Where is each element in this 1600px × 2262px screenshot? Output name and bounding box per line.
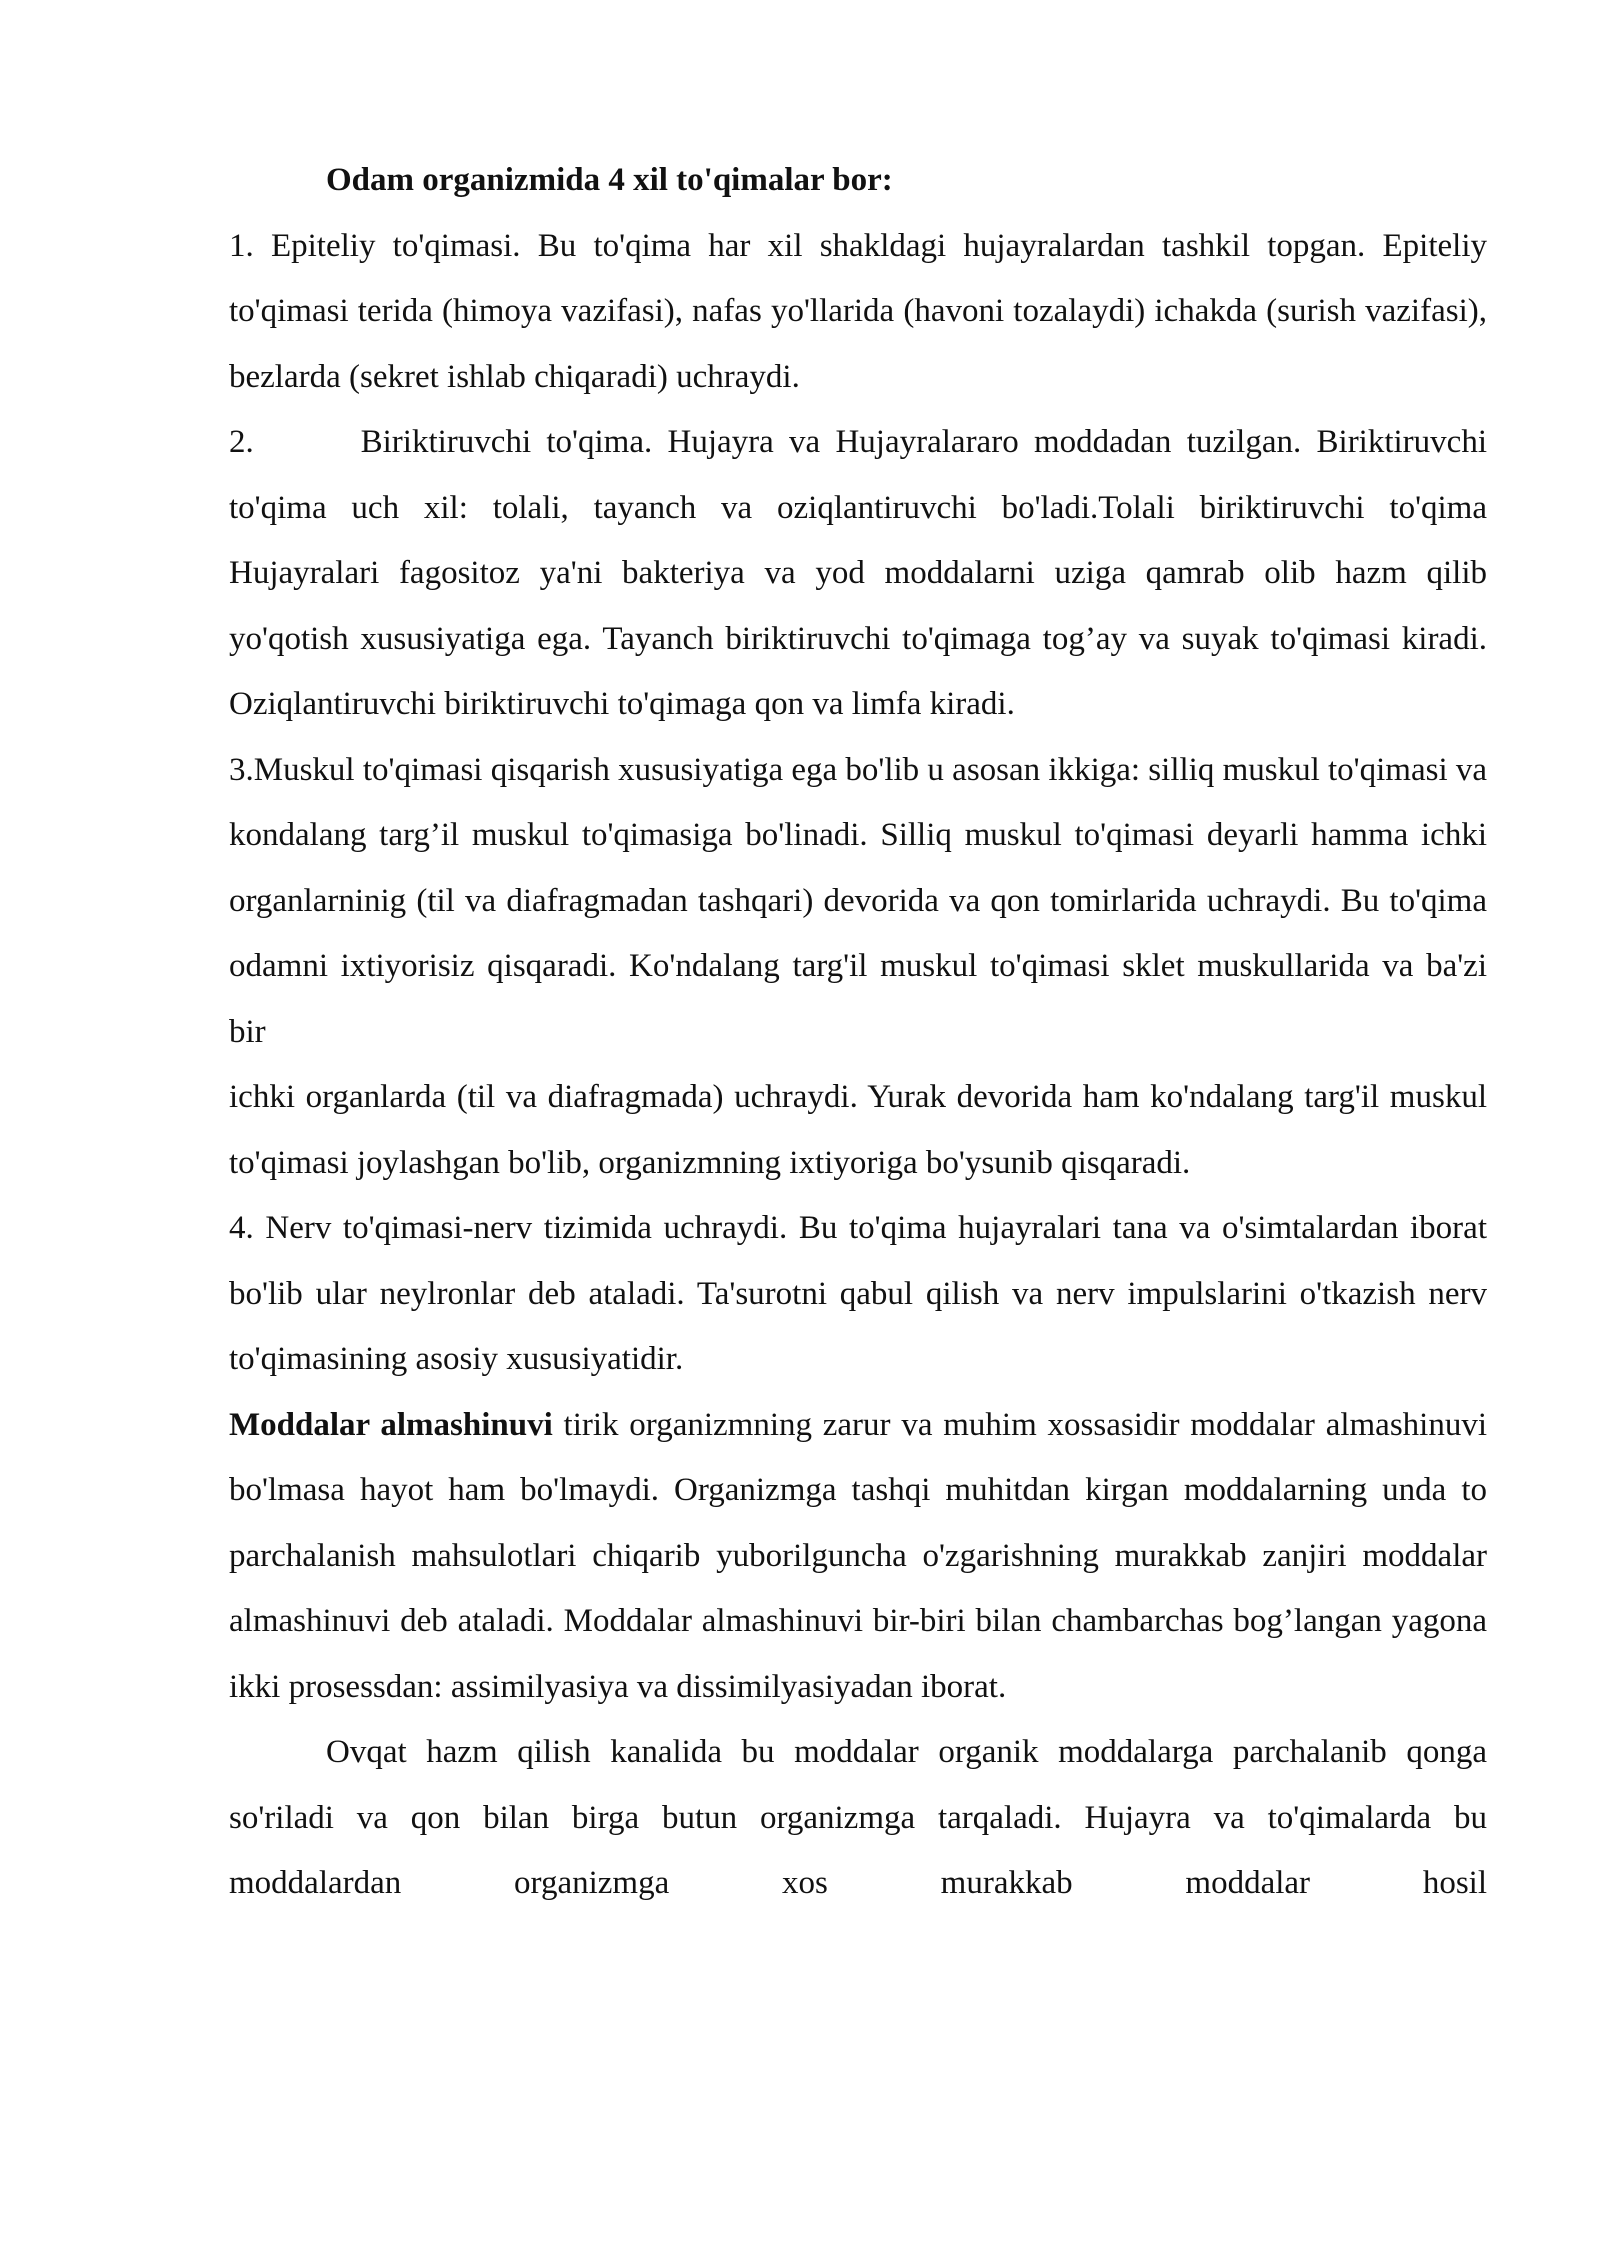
metabolism-term: Moddalar almashinuvi xyxy=(229,1406,553,1443)
paragraph-digestion: Ovqat hazm qilish kanalida bu moddalar organik moddalarga parchalanib qonga so'riladi va qon bilan birga butun organizmga tarqaladi. Hujayra va to'qimalarda bu moddalardan organizmga xos murakkab moddalar hosil xyxy=(229,1734,1487,1901)
paragraph-epithelial-tissue: 1. Epiteliy to'qimasi. Bu to'qima har xil shakldagi hujayralardan tashkil topgan. Epiteliy to'qimasi terida (himoya vazifasi), nafas yo'llarida (havoni tozalaydi) ichakda (surish vazifasi), bezlarda (sekret ishlab chiqaradi) uchraydi. xyxy=(229,227,1487,395)
paragraph-nerve-tissue: 4. Nerv to'qimasi-nerv tizimida uchraydi. Bu to'qima hujayralari tana va o'simtalardan iborat bo'lib ular neylronlar deb ataladi. Ta'surotni qabul qilish va nerv impulslarini o'tkazish nerv to'qimasining asosiy xususiyatidir. xyxy=(229,1210,1487,1377)
paragraph-muscle-tissue-continued: ichki organlarda (til va diafragmada) uchraydi. Yurak devorida ham ko'ndalang targ'il muskul to'qimasi joylashgan bo'lib, organizmning ixtiyoriga bo'ysunib qisqaradi. xyxy=(229,1079,1487,1181)
paragraph-metabolism xyxy=(229,1393,1487,1721)
section-heading: Odam organizmida 4 xil to'qimalar bor: xyxy=(326,162,893,198)
paragraph-muscle-tissue: 3.Muskul to'qimasi qisqarish xususiyatiga ega bo'lib u asosan ikkiga: silliq muskul to'qimasi va kondalang targ’il muskul to'qimasiga bo'linadi. Silliq muskul to'qimasi deyarli hamma ichki organlarninig (til va diafragmadan tashqari) devorida va qon tomirlarida uchraydi. Bu to'qima odamni ixtiyorisiz qisqaradi. Ko'ndalang targ'il muskul to'qimasi sklet muskullarida va ba'zi bir xyxy=(229,751,1488,1050)
paragraph-connective-tissue: 2. Biriktiruvchi to'qima. Hujayra va Hujayralararo moddadan tuzilgan. Biriktiruvchi to'qima uch xil: tolali, tayanch va oziqlantiruvchi bo'ladi.Tolali biriktiruvchi to'qima Hujayralari fagositoz ya'ni bakteriya va yod moddalarni uziga qamrab olib hazm qilib yo'qotish xususiyatiga ega. Tayanch biriktiruvchi to'qimaga tog’ay va suyak to'qimasi kiradi. Oziqlantiruvchi biriktiruvchi to'qimaga qon va limfa kiradi. xyxy=(229,424,1487,722)
document-page xyxy=(229,148,1487,1917)
metabolism-definition: tirik organizmning zarur va muhim xossasidir moddalar almashinuvi bo'lmasa hayot ham bo'lmaydi. Organizmga tashqi muhitdan kirgan moddalarning unda to parchalanish mahsulotlari chiqarib yuborilguncha o'zgarishning murakkab zanjiri moddalar almashinuvi deb ataladi. Moddalar almashinuvi bir-biri bilan chambarchas bog’langan yagona ikki prosessdan: assimilyasiya va dissimilyasiyadan iborat. xyxy=(229,1406,1488,1705)
